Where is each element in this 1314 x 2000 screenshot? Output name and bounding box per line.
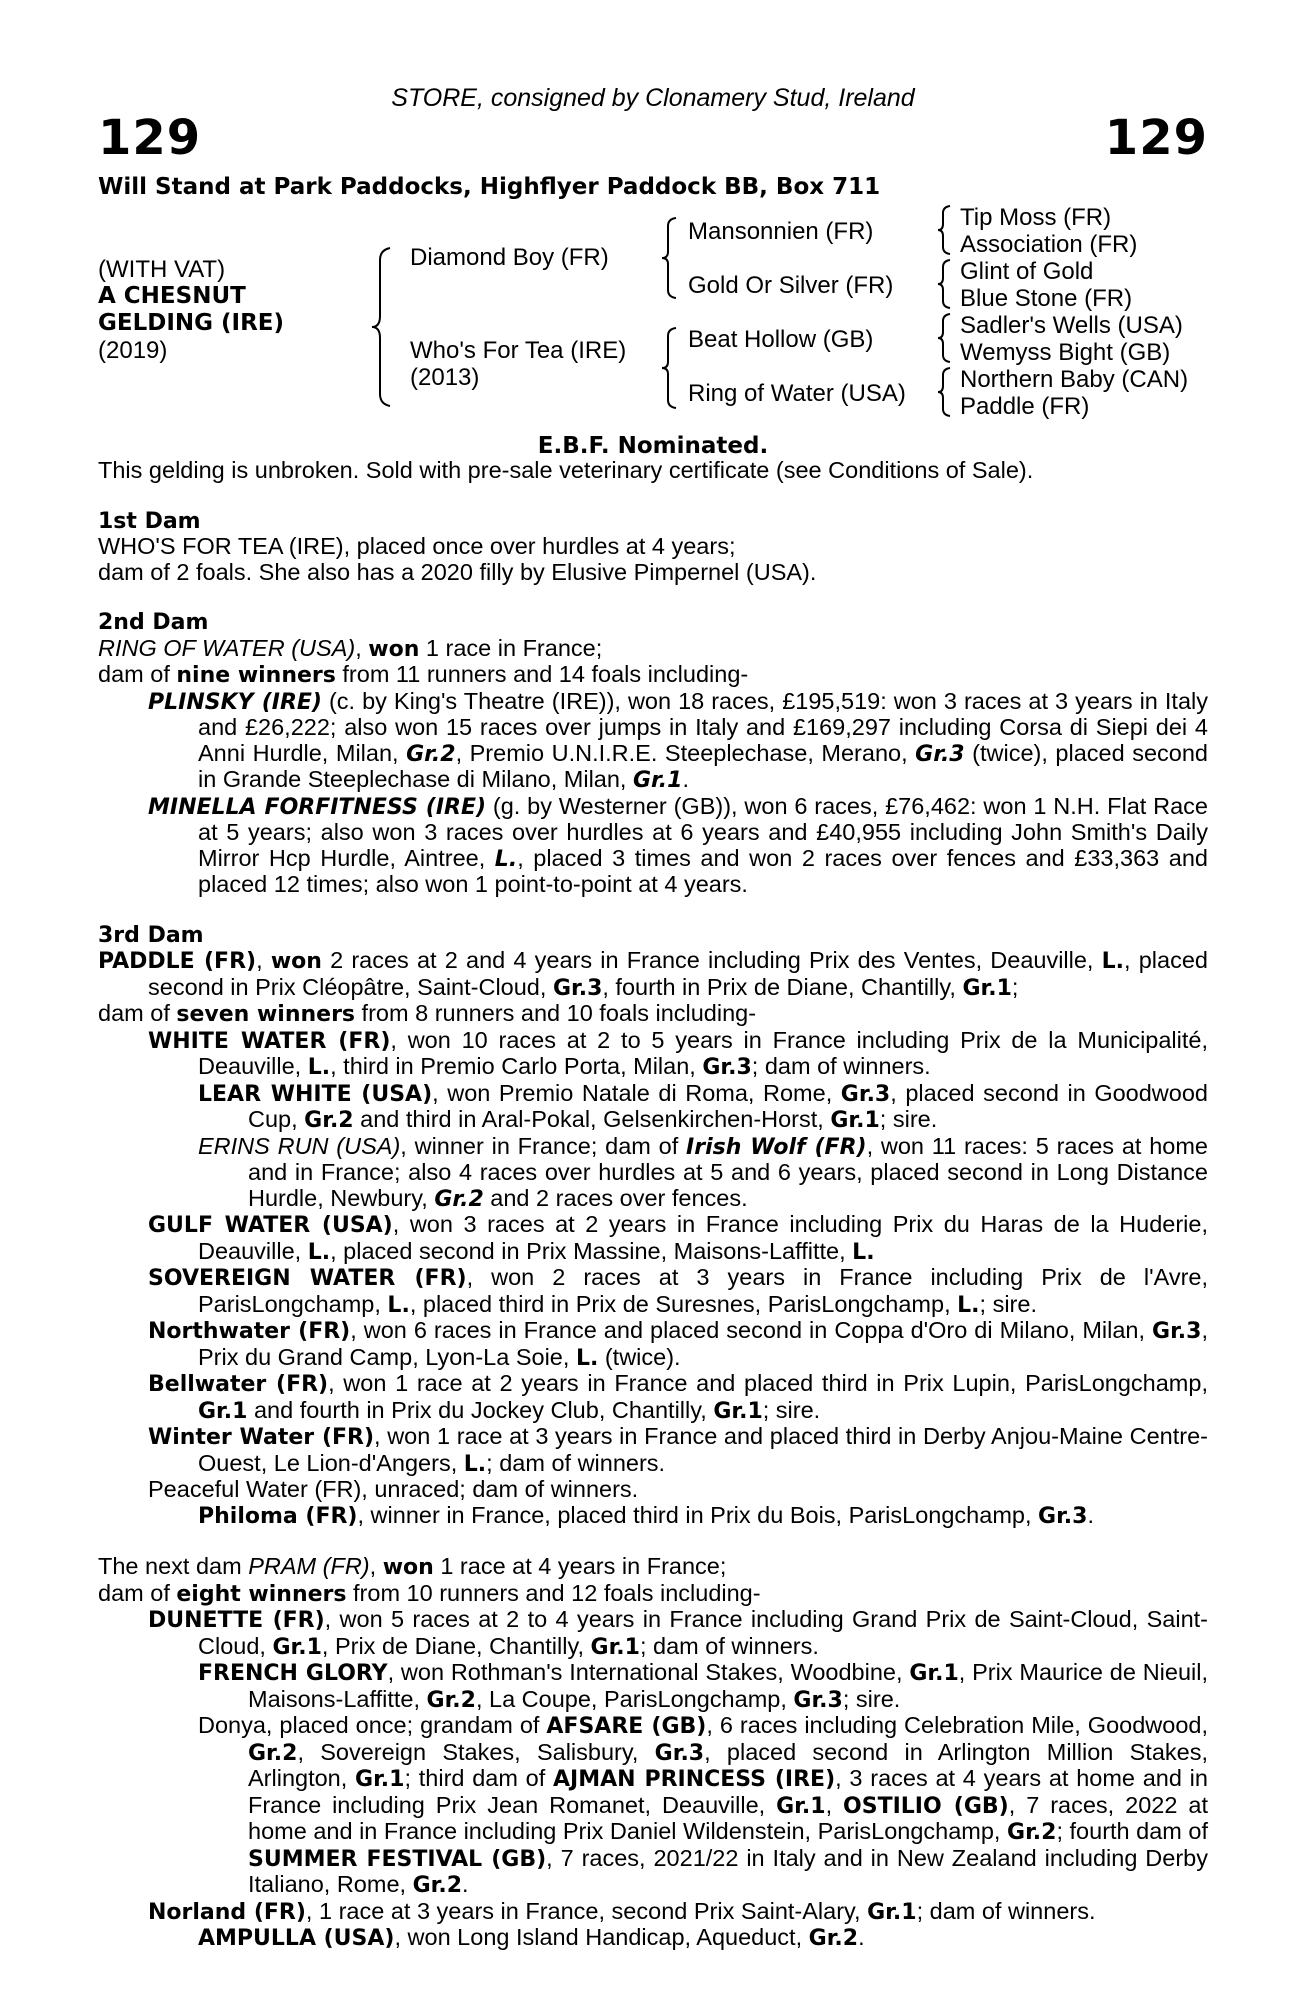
next-dam-name: PRAM (FR) — [248, 1553, 370, 1579]
grade: L. — [957, 1292, 980, 1318]
entry-text: ; — [1011, 973, 1019, 1000]
entry-peaceful-water: Peaceful Water (FR), unraced; dam of winners. — [148, 1476, 639, 1502]
grade: L. — [575, 1345, 599, 1371]
horse-name: Winter Water (FR) — [148, 1425, 375, 1450]
entry-text: , winner in France, placed third in Prix du Bois, ParisLongchamp, — [357, 1501, 1039, 1528]
ebf-nominated: E.B.F. Nominated. — [537, 433, 769, 459]
entry-text: . — [682, 766, 689, 792]
entry-text: , won 1 race at 3 years in France and placed third in Derby Anjou-Maine Centre-Ouest, Le Lion-d'Angers, — [198, 1423, 1208, 1476]
entry-text: , 3 races at 4 years at home and in France including Prix Jean Romanet, Deauville, — [248, 1765, 1208, 1818]
sd-dam: Blue Stone (FR) — [960, 285, 1133, 312]
second-dam-produce — [98, 662, 1208, 689]
horse-description-2: GELDING (IRE) — [98, 310, 285, 336]
entry-text: , won Long Island Handicap, Aqueduct, — [394, 1924, 809, 1950]
horse-name: OSTILIO (GB) — [843, 1793, 1009, 1819]
grade: Gr.1 — [713, 1398, 763, 1424]
first-dam-line-1: WHO'S FOR TEA (IRE), placed once over hurdles at 4 years; — [98, 533, 736, 559]
winners-count: seven winners — [176, 1002, 356, 1027]
foaling-year: (2019) — [98, 337, 168, 364]
won-label: won — [368, 636, 420, 662]
grade: Gr.2 — [248, 1740, 298, 1766]
brace-sd — [936, 258, 954, 310]
lot-number-right: 129 — [1104, 110, 1208, 166]
entry-text: ; fourth dam of — [1056, 1818, 1209, 1844]
entry-text: , won 5 races at 2 to 4 years in France including Grand Prix de Saint-Cloud, Saint-Cloud, — [198, 1606, 1208, 1659]
grade: Gr.1 — [355, 1767, 405, 1792]
grade: Gr.2 — [808, 1926, 859, 1951]
grade: L. — [1101, 949, 1125, 974]
entry-text: The next dam — [98, 1553, 249, 1579]
brace-dam — [660, 326, 680, 410]
dam-line-1: Who's For Tea (IRE) — [410, 337, 627, 364]
entry-text: ; sire. — [879, 1106, 938, 1132]
brace-ds — [936, 312, 954, 364]
entry-text: , won 1 race at 2 years in France and placed third in Prix Lupin, ParisLongchamp, — [328, 1370, 1208, 1396]
third-dam-record: PADDLE (FR), won 2 races at 2 and 4 years in France including Prix des Ventes, Deauville, L., placed second in Prix Cléopâtre, Saint-Cloud, Gr.3, fourth in Prix de Diane, Chantilly, Gr.1; — [98, 947, 1208, 1001]
entry-donya — [98, 1713, 1208, 1899]
entry-text: ; dam of winners. — [916, 1897, 1096, 1924]
entry-sovereign-water — [98, 1265, 1208, 1318]
grade: Gr.3 — [915, 741, 965, 767]
winners-count: nine winners — [176, 663, 336, 688]
third-dam-produce — [98, 1001, 1208, 1028]
grade: Gr.1 — [633, 768, 683, 793]
entry-text: . — [462, 1871, 469, 1897]
entry-norland — [98, 1899, 1208, 1926]
dam-of-label: dam of — [98, 1579, 177, 1606]
lot-number-left: 129 — [98, 110, 202, 166]
entry-text: , 6 races including Celebration Mile, Goodwood, — [706, 1712, 1208, 1738]
grade: Gr.1 — [272, 1634, 322, 1660]
entry-text: , third in Premio Carlo Porta, Milan, — [330, 1053, 703, 1079]
ss-sire: Tip Moss (FR) — [960, 204, 1112, 231]
horse-name: PLINSKY (IRE) — [148, 689, 322, 715]
entry-text: , Prix de Diane, Chantilly, — [321, 1632, 591, 1659]
consignor-line: STORE, consigned by Clonamery Stud, Ireland — [391, 84, 915, 112]
horse-name: ERINS RUN (USA) — [198, 1132, 401, 1159]
entry-text: , placed second in Prix Massine, Maisons-Laffitte, — [330, 1237, 853, 1264]
runners-text: from 11 runners and 14 foals including- — [335, 661, 749, 687]
first-dam-heading: 1st Dam — [98, 508, 201, 534]
horse-description-1: A CHESNUT — [98, 283, 246, 309]
dam-dam: Ring of Water (USA) — [688, 380, 906, 407]
pedigree-notes — [98, 458, 1208, 1952]
entry-lear-white — [98, 1081, 1208, 1134]
horse-name: AJMAN PRINCESS (IRE) — [553, 1767, 836, 1792]
grade: Gr.2 — [426, 1687, 476, 1713]
entry-text: , Sovereign Stakes, Salisbury, — [297, 1738, 655, 1765]
dam-of-label: dam of — [98, 661, 177, 687]
entry-text: , won 11 races: 5 races at home and in France; also 4 races over hurdles at 5 and 6 years, placed second in Long Distance Hurdle, Newbury, — [248, 1132, 1209, 1211]
grade: Gr.1 — [198, 1398, 248, 1424]
entry-text: (twice). — [598, 1343, 681, 1370]
vat-note: (WITH VAT) — [98, 256, 226, 283]
entry-text: ; dam of winners. — [486, 1449, 666, 1476]
entry-text: , 7 races, 2022 at home and in France including Prix Daniel Wildenstein, ParisLongchamp, — [248, 1791, 1208, 1844]
grade: Gr.3 — [552, 975, 603, 1001]
entry-text: , placed 3 times and won 2 races over fences and £33,363 and placed 12 times; also won 1 point-to-point at 4 years. — [198, 844, 1208, 897]
entry-text: ; dam of winners. — [639, 1632, 819, 1659]
grade: Gr.2 — [412, 1873, 463, 1898]
grade: Gr.3 — [793, 1687, 843, 1713]
grade: Gr.3 — [1038, 1503, 1088, 1529]
grade: Gr.1 — [909, 1661, 959, 1686]
grade: L. — [494, 846, 518, 872]
entry-ampulla — [98, 1925, 1208, 1952]
sire-sire: Mansonnien (FR) — [688, 218, 874, 245]
entry-text: , placed second in Arlington Million Stakes, Arlington, — [248, 1738, 1208, 1791]
grade: L. — [387, 1292, 410, 1318]
horse-name: FRENCH GLORY — [198, 1661, 388, 1686]
sire-dam: Gold Or Silver (FR) — [688, 272, 894, 299]
second-dam-record: RING OF WATER (USA), won 1 race in France; — [98, 634, 603, 662]
entry-text: and third in Aral-Pokal, Gelsenkirchen-Horst, — [353, 1106, 831, 1132]
entry-gulf-water — [98, 1212, 1208, 1265]
horse-name: WHITE WATER (FR) — [148, 1028, 391, 1054]
dd-sire: Northern Baby (CAN) — [960, 366, 1189, 393]
entry-northwater — [98, 1318, 1208, 1371]
horse-name: Philoma (FR) — [198, 1503, 358, 1529]
grade: Gr.3 — [1152, 1319, 1202, 1344]
brace-sire — [660, 216, 680, 300]
horse-name: Northwater (FR) — [148, 1319, 351, 1344]
entry-white-water — [98, 1028, 1208, 1081]
grade: Gr.1 — [776, 1793, 826, 1819]
horse-name: AFSARE (GB) — [546, 1714, 707, 1739]
horse-name: LEAR WHITE (USA) — [198, 1081, 433, 1107]
intro-note: This gelding is unbroken. Sold with pre-sale veterinary certificate (see Conditions of Sale). — [98, 457, 1034, 483]
grade: Gr.2 — [406, 741, 456, 767]
winners-count: eight winners — [176, 1581, 347, 1607]
grade: L. — [852, 1239, 875, 1265]
entry-text: , — [369, 1553, 383, 1579]
entry-winter-water — [98, 1424, 1208, 1477]
stand-location: Will Stand at Park Paddocks, Highflyer Paddock BB, Box 711 — [98, 174, 881, 200]
entry-text: , won 3 races at 2 years in France including Prix du Haras de la Huderie, Deauville, — [198, 1211, 1208, 1264]
brace-ss — [936, 204, 954, 256]
horse-name: AMPULLA (USA) — [198, 1926, 395, 1951]
entry-text: 2 races at 2 and 4 years in France including Prix des Ventes, Deauville, — [321, 947, 1102, 973]
second-dam-heading: 2nd Dam — [98, 610, 209, 635]
sd-sire: Glint of Gold — [960, 258, 1094, 285]
entry-text: Donya, placed once; grandam of — [198, 1712, 547, 1738]
horse-name: SOVEREIGN WATER (FR) — [148, 1266, 467, 1291]
entry-text: , won 2 races at 3 years in France including Prix de l'Avre, ParisLongchamp, — [198, 1264, 1208, 1317]
grade: Gr.1 — [962, 975, 1012, 1001]
entry-text: ; dam of winners. — [751, 1053, 931, 1079]
grade: Gr.2 — [434, 1186, 484, 1212]
horse-name: Irish Wolf (FR) — [686, 1134, 867, 1160]
next-dam-produce — [98, 1581, 1208, 1608]
runners-text: from 8 runners and 10 foals including- — [355, 1000, 757, 1026]
entry-text: , Premio U.N.I.R.E. Steeplechase, Merano, — [455, 739, 916, 766]
won-label: won — [270, 949, 322, 974]
won-label: won — [382, 1555, 434, 1580]
entry-text: 1 race at 4 years in France; — [433, 1553, 727, 1579]
first-dam-line-2: dam of 2 foals. She also has a 2020 filly by Elusive Pimpernel (USA). — [98, 558, 817, 585]
entry-text: , won 6 races in France and placed second in Coppa d'Oro di Milano, Milan, — [350, 1317, 1153, 1343]
entry-text: . — [858, 1924, 865, 1950]
horse-name: SUMMER FESTIVAL (GB) — [248, 1846, 547, 1872]
third-dam-name: PADDLE (FR) — [98, 949, 257, 974]
grade: Gr.3 — [654, 1740, 705, 1766]
horse-name: Bellwater (FR) — [148, 1372, 329, 1397]
entry-text: ; sire. — [842, 1685, 901, 1712]
entry-text: (g. by Westerner (GB)), won 6 races, £76,462: won 1 N.H. Flat Race at 5 years; also won 3 races over hurdles at 6 years and £40,955 including John Smith's Daily Mirror Hcp Hurdle, Aintree, — [198, 792, 1208, 871]
entry-text: (twice), placed second in Grande Steeplechase di Milano, Milan, — [198, 739, 1208, 792]
grade: Gr.1 — [590, 1634, 640, 1660]
ds-sire: Sadler's Wells (USA) — [960, 312, 1183, 339]
runners-text: from 10 runners and 12 foals including- — [346, 1579, 761, 1606]
grade: Gr.2 — [1007, 1820, 1057, 1845]
brace-dd — [936, 366, 954, 418]
entry-text: and fourth in Prix du Jockey Club, Chantilly, — [247, 1396, 714, 1423]
grade: Gr.3 — [840, 1081, 891, 1107]
entry-text: , fourth in Prix de Diane, Chantilly, — [602, 973, 963, 1000]
dam-sire: Beat Hollow (GB) — [688, 326, 874, 353]
grade: Gr.1 — [830, 1108, 880, 1133]
entry-text: , 7 races, 2021/22 in Italy and in New Zealand including Derby Italiano, Rome, — [248, 1844, 1208, 1897]
entry-text: , placed second in Prix Cléopâtre, Saint-Cloud, — [148, 947, 1208, 1000]
entry-minella-forfitness — [98, 794, 1208, 898]
second-dam-name: RING OF WATER (USA) — [98, 634, 356, 661]
dam-line-2: (2013) — [410, 364, 480, 391]
horse-name: Norland (FR) — [148, 1899, 306, 1925]
dd-dam: Paddle (FR) — [960, 393, 1090, 420]
entry-text: , La Coupe, ParisLongchamp, — [475, 1685, 794, 1712]
grade: L. — [307, 1055, 331, 1080]
entry-text: , placed second in Goodwood Cup, — [248, 1079, 1208, 1132]
horse-name: DUNETTE (FR) — [148, 1608, 325, 1633]
second-dam-text: 1 race in France; — [419, 634, 603, 661]
entry-text: , won 10 races at 2 to 5 years in France including Prix de la Municipalité, Deauville, — [198, 1026, 1208, 1079]
dam-of-label: dam of — [98, 1000, 177, 1026]
entry-text: , won Premio Natale di Roma, Rome, — [432, 1079, 841, 1106]
entry-text: , Prix Maurice de Nieuil, Maisons-Laffitte, — [248, 1659, 1209, 1712]
entry-plinsky — [98, 689, 1208, 794]
entry-dunette — [98, 1607, 1208, 1660]
grade: Gr.2 — [304, 1108, 354, 1133]
entry-text: . — [1087, 1501, 1094, 1528]
entry-text: , 1 race at 3 years in France, second Prix Saint-Alary, — [305, 1897, 868, 1924]
grade: L. — [463, 1451, 487, 1477]
grade: Gr.3 — [702, 1055, 752, 1080]
horse-name: MINELLA FORFITNESS (IRE) — [148, 794, 487, 820]
ds-dam: Wemyss Bight (GB) — [960, 339, 1171, 366]
entry-text: , placed third in Prix de Suresnes, ParisLongchamp, — [409, 1290, 958, 1317]
entry-text: ; third dam of — [404, 1765, 554, 1791]
entry-french-glory — [98, 1660, 1208, 1713]
entry-text: ; sire. — [762, 1396, 821, 1423]
entry-philoma — [98, 1503, 1208, 1530]
entry-text: , Prix du Grand Camp, Lyon-La Soie, — [198, 1317, 1208, 1370]
entry-text: , won Rothman's International Stakes, Woodbine, — [387, 1659, 910, 1685]
entry-bellwater — [98, 1371, 1208, 1424]
entry-text: and 2 races over fences. — [483, 1184, 748, 1211]
grade: L. — [307, 1239, 331, 1265]
horse-name: GULF WATER (USA) — [148, 1213, 393, 1238]
ss-dam: Association (FR) — [960, 231, 1138, 258]
entry-text: , — [825, 1791, 844, 1818]
next-dam-record — [98, 1554, 1208, 1581]
entry-text: ; sire. — [979, 1290, 1037, 1317]
entry-text: , winner in France; dam of — [400, 1132, 687, 1159]
sire: Diamond Boy (FR) — [410, 244, 609, 271]
grade: Gr.1 — [867, 1899, 917, 1925]
third-dam-heading: 3rd Dam — [98, 922, 204, 948]
entry-text: (c. by King's Theatre (IRE)), won 18 races, £195,519: won 3 races at 3 years in Italy and £26,222; also won 15 races over jumps in Italy and £169,297 including Corsa di Siepi dei 4 Anni Hurdle, Milan, — [198, 687, 1208, 766]
brace-gen1 — [370, 246, 394, 408]
entry-erins-run — [98, 1134, 1208, 1213]
